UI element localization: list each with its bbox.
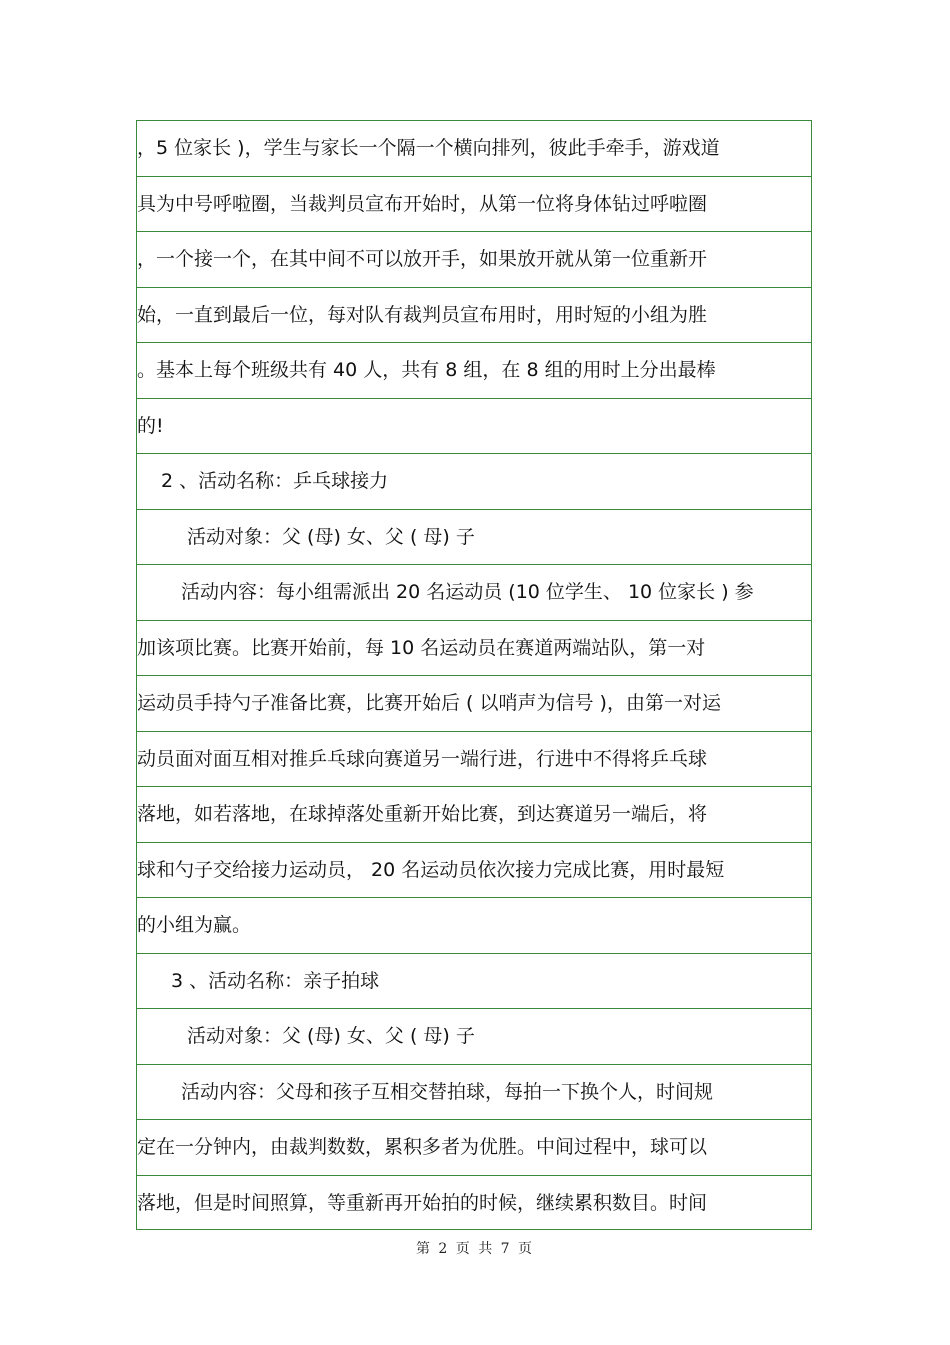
- text-line: [137, 177, 811, 233]
- text-line-content: 运动员手持勺子准备比赛，比赛开始后 ( 以哨声为信号 )，由第一对运: [137, 692, 721, 714]
- text-line-content: ，一个接一个，在其中间不可以放开手，如果放开就从第一位重新开: [137, 248, 708, 270]
- text-line-content: ，5 位家长 )，学生与家长一个隔一个横向排列，彼此手牵手，游戏道: [137, 137, 720, 159]
- text-line: [137, 399, 811, 455]
- text-line-content: 动员面对面互相对推乒乓球向赛道另一端行进，行进中不得将乒乓球: [137, 747, 708, 770]
- text-line-content: 落地，如若落地，在球掉落处重新开始比赛，到达赛道另一端后，将: [137, 803, 708, 825]
- text-line-content: 活动对象：父 (母) 女、父 ( 母) 子: [187, 1025, 475, 1047]
- text-line: [137, 898, 811, 954]
- text-line-content: 活动内容：每小组需派出 20 名运动员 (10 位学生、 10 位家长 ) 参: [181, 581, 754, 603]
- text-line-content: 活动对象：父 (母) 女、父 ( 母) 子: [187, 525, 475, 548]
- text-line: [137, 1120, 811, 1176]
- document-body: [136, 120, 812, 1230]
- text-line: [137, 454, 811, 510]
- text-line-content: 球和勺子交给接力运动员， 20 名运动员依次接力完成比赛，用时最短: [137, 858, 725, 881]
- text-line: [137, 1176, 811, 1232]
- text-line: [137, 843, 811, 899]
- text-line: [137, 121, 811, 177]
- text-line: [137, 565, 811, 621]
- text-line-content: 2 、活动名称：乒乓球接力: [161, 470, 389, 492]
- text-line-content: 。基本上每个班级共有 40 人，共有 8 组，在 8 组的用时上分出最棒: [137, 359, 716, 381]
- text-line-content: 的!: [137, 414, 164, 437]
- text-line: [137, 621, 811, 677]
- text-line: [137, 954, 811, 1010]
- text-line: [137, 1065, 811, 1121]
- text-line: [137, 732, 811, 788]
- text-line: [137, 510, 811, 566]
- text-line: [137, 232, 811, 288]
- text-line-content: 具为中号呼啦圈，当裁判员宣布开始时，从第一位将身体钻过呼啦圈: [137, 192, 708, 215]
- text-line-content: 定在一分钟内，由裁判数数，累积多者为优胜。中间过程中，球可以: [137, 1136, 708, 1158]
- text-line-content: 始，一直到最后一位，每对队有裁判员宣布用时，用时短的小组为胜: [137, 303, 708, 326]
- text-line: [137, 787, 811, 843]
- text-line-content: 的小组为赢。: [137, 914, 252, 936]
- text-line: [137, 676, 811, 732]
- text-line: [137, 343, 811, 399]
- text-line-content: 落地，但是时间照算，等重新再开始拍的时候，继续累积数目。时间: [137, 1191, 708, 1214]
- text-line: [137, 1009, 811, 1065]
- text-line: [137, 288, 811, 344]
- page-footer: 第 2 页 共 7 页: [415, 1241, 535, 1257]
- text-line-content: 活动内容：父母和孩子互相交替拍球，每拍一下换个人，时间规: [181, 1080, 714, 1103]
- text-line-content: 3 、活动名称：亲子拍球: [171, 969, 380, 992]
- text-line-content: 加该项比赛。比赛开始前，每 10 名运动员在赛道两端站队，第一对: [137, 636, 706, 659]
